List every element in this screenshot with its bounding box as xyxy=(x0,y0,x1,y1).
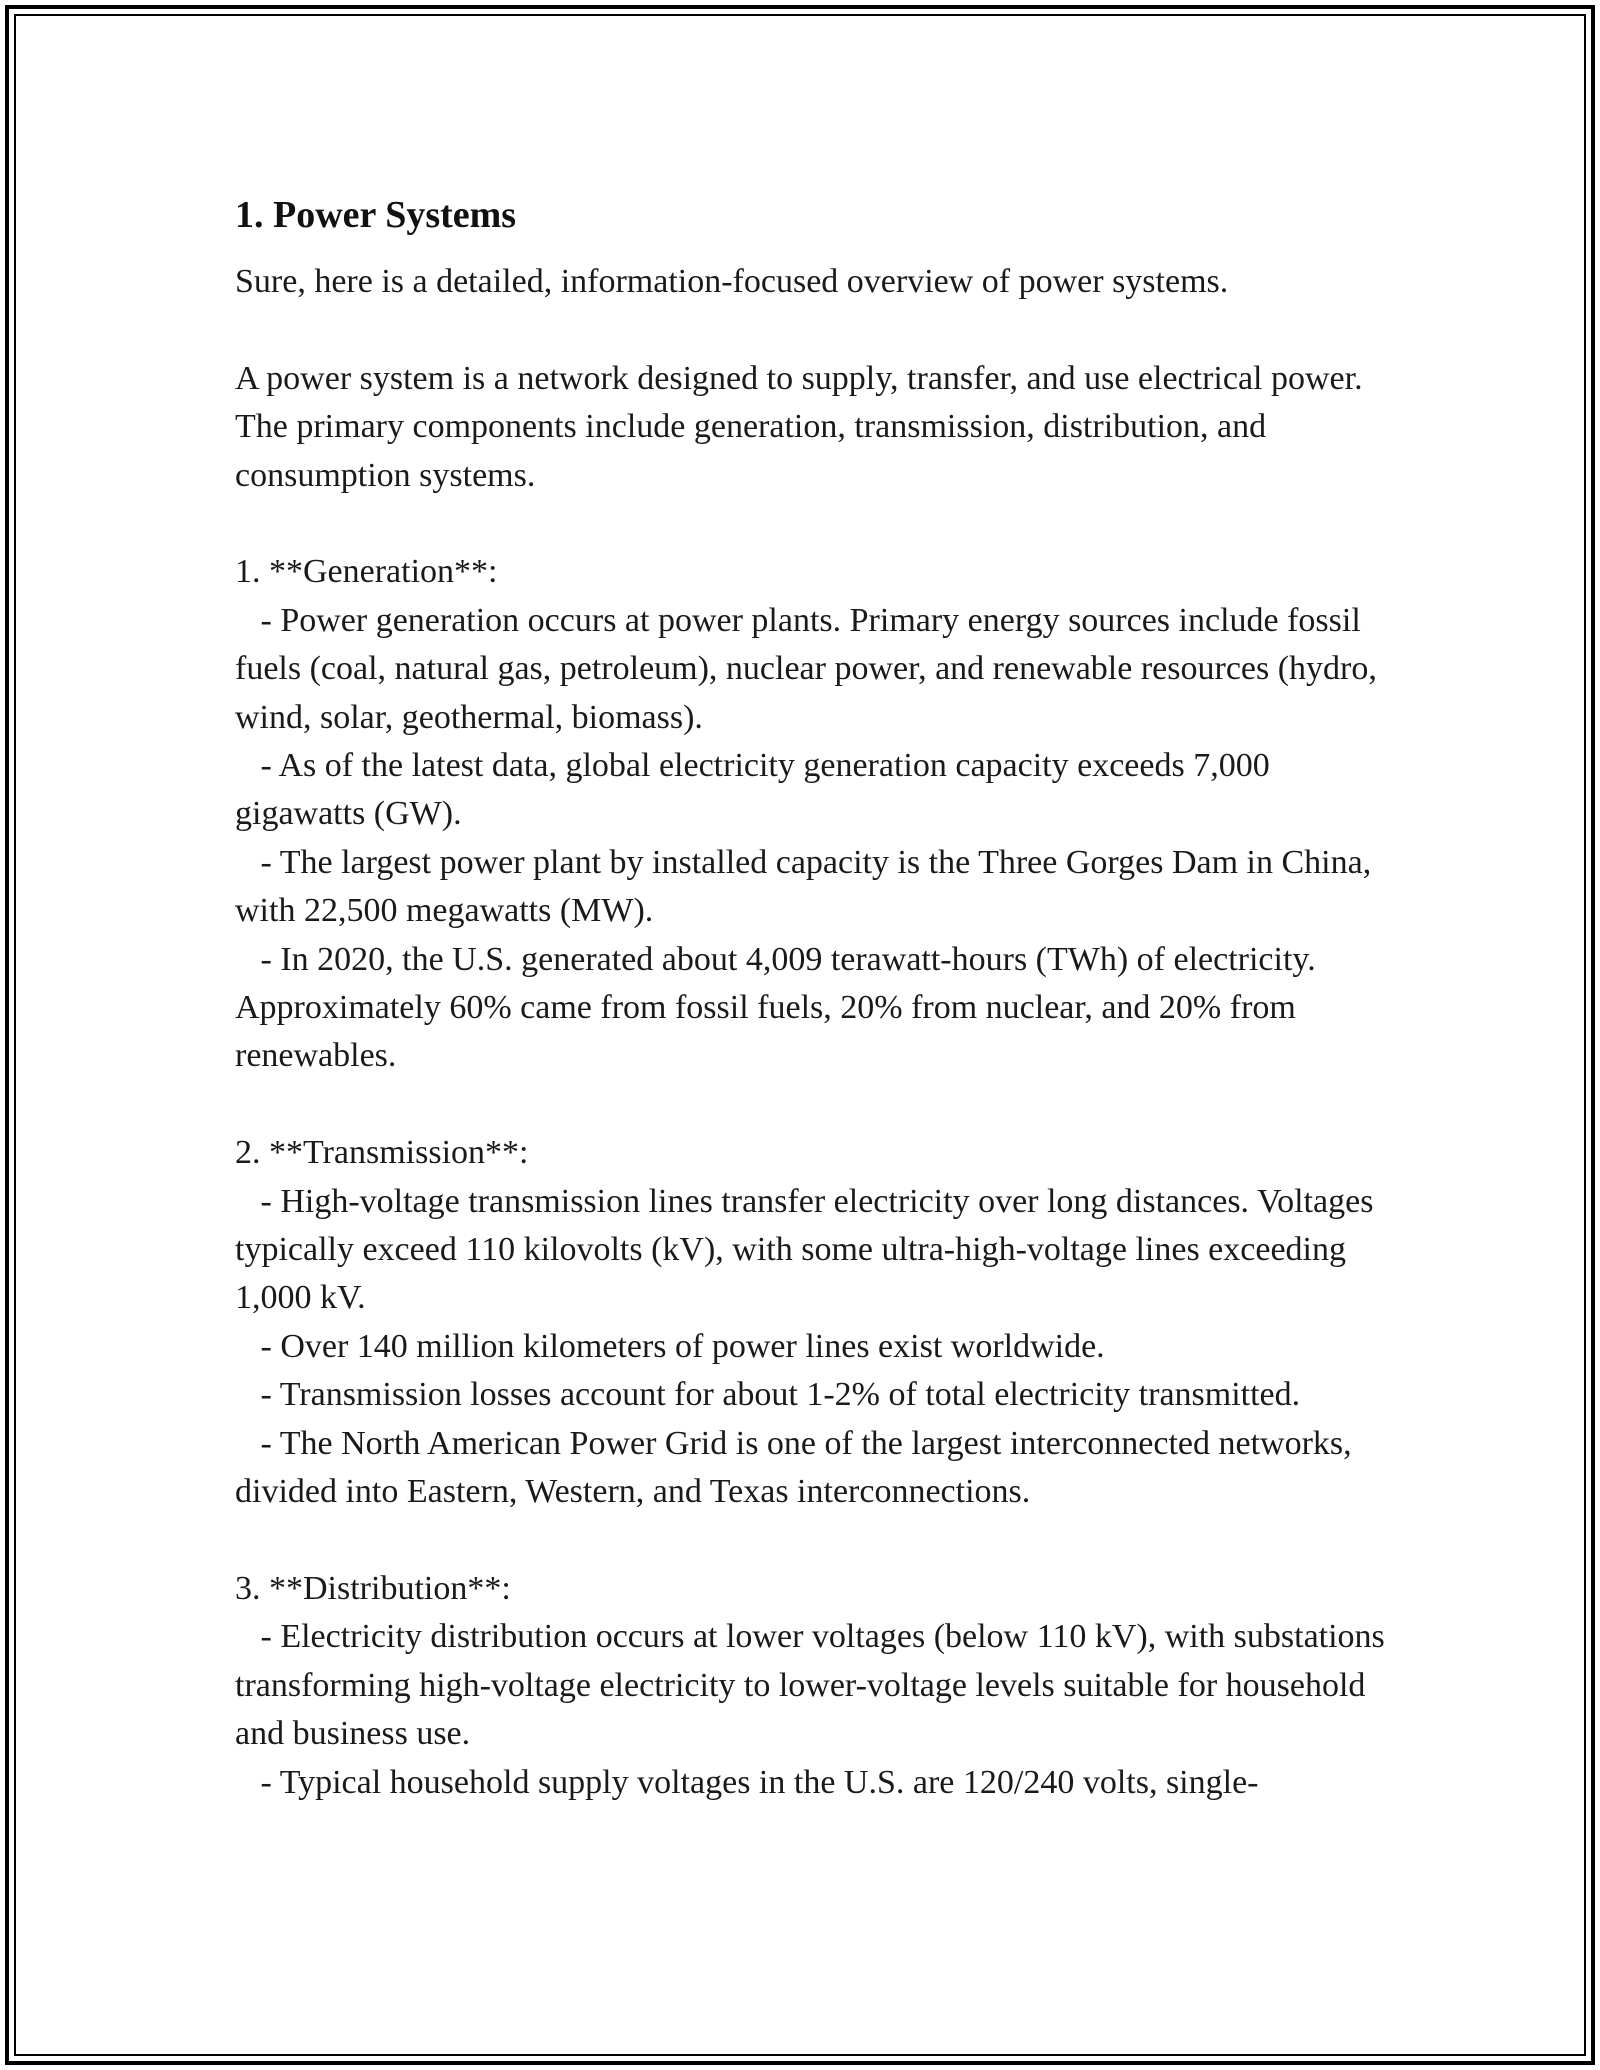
paragraph-gap xyxy=(235,306,1385,354)
document-body xyxy=(235,180,1394,1807)
bullet-item: - Over 140 million kilometers of power lines exist worldwide. xyxy=(235,1327,1105,1365)
bullet-item: - Typical household supply voltages in the U.S. are 120/240 volts, single- xyxy=(235,1763,1259,1801)
paragraph-gap xyxy=(235,1517,1385,1565)
distribution-section xyxy=(235,1565,1394,1807)
transmission-section xyxy=(235,1129,1385,1516)
bullet-item: - The North American Power Grid is one of the largest interconnected networks, divided into Eastern, Western, and Texas interconnections. xyxy=(235,1424,1361,1511)
bullet-item: - The largest power plant by installed capacity is the Three Gorges Dam in China, with 22,500 megawatts (MW). xyxy=(235,843,1380,930)
bullet-item: - In 2020, the U.S. generated about 4,009 terawatt-hours (TWh) of electricity. Approximately 60% came from fossil fuels, 20% from nuclear, and 20% from renewables. xyxy=(235,940,1323,1075)
paragraph-gap xyxy=(235,1081,1385,1129)
intro-paragraph: Sure, here is a detailed, information-focused overview of power systems. xyxy=(235,263,1229,300)
section-heading: 1. Power Systems xyxy=(235,194,517,236)
bullet-item: - As of the latest data, global electricity generation capacity exceeds 7,000 gigawatts (GW). xyxy=(235,747,1279,833)
section-title-transmission: 2. **Transmission**: xyxy=(235,1134,529,1172)
bullet-item: - Power generation occurs at power plants. Primary energy sources include fossil fuels (coal, natural gas, petroleum), nuclear power, and renewable resources (hydro, wind, solar, geothermal, biomass). xyxy=(235,601,1386,736)
generation-section xyxy=(235,548,1385,1080)
bullet-item: - Electricity distribution occurs at lower voltages (below 110 kV), with substations transforming high-voltage electricity to lower-voltage levels suitable for household and business use. xyxy=(235,1618,1394,1753)
section-title-generation: 1. **Generation**: xyxy=(235,553,498,591)
bullet-item: - Transmission losses account for about 1-2% of total electricity transmitted. xyxy=(235,1376,1301,1414)
definition-paragraph: A power system is a network designed to supply, transfer, and use electrical power. The primary components include generation, transmission, distribution, and consumption systems. xyxy=(235,359,1371,494)
bullet-item: - High-voltage transmission lines transfer electricity over long distances. Voltages typically exceed 110 kilovolts (kV), with some ultra-high-voltage lines exceeding 1,000 kV. xyxy=(235,1182,1382,1317)
paragraph-gap xyxy=(235,500,1385,548)
section-title-distribution: 3. **Distribution**: xyxy=(235,1569,511,1607)
